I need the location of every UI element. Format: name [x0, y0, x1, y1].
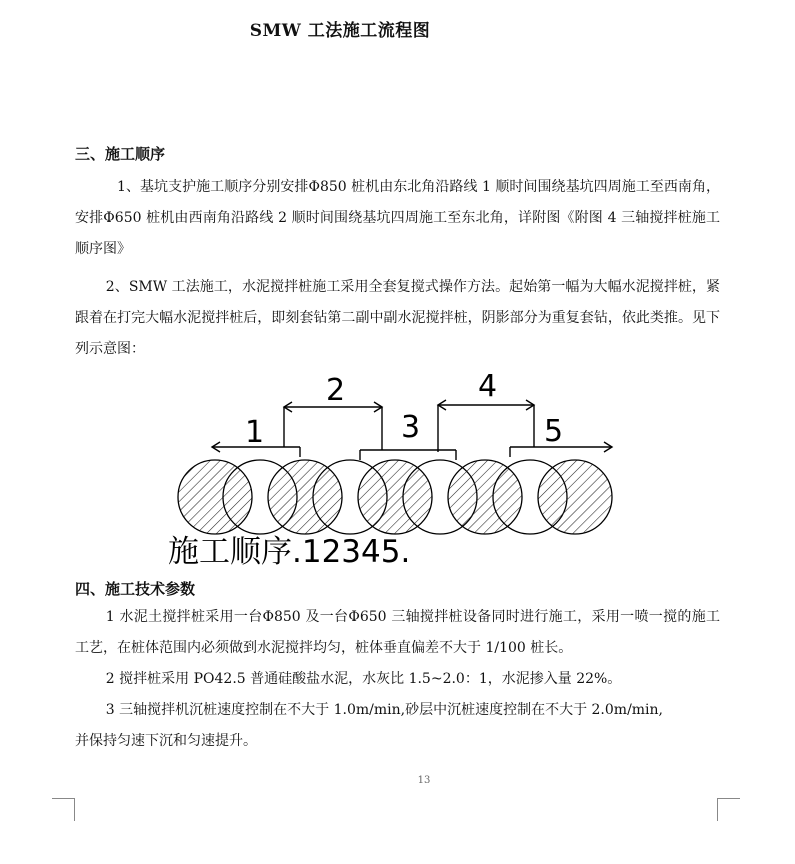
page-corner-mark-right: [717, 798, 740, 821]
page-corner-mark-left: [52, 798, 75, 821]
section-heading-technical-parameters: 四、施工技术参数: [75, 580, 196, 598]
page-number: 13: [417, 775, 431, 786]
document-title: SMW 工法施工流程图: [249, 21, 431, 41]
pile-circle: [448, 460, 522, 534]
pile-circle: [178, 460, 252, 534]
pile-circles: [178, 460, 612, 534]
pile-circle: [358, 460, 432, 534]
arrow-label-1: 1: [245, 415, 265, 450]
paragraph-parameter-1: 1 水泥土搅拌桩采用一台Φ850 及一台Φ650 三轴搅拌桩设备同时进行施工，采用一喷一搅的施工工艺，在桩体范围内必须做到水泥搅拌均匀，桩体垂直偏差不大于 1/100 桩长。: [75, 609, 720, 656]
paragraph-sequence-2: 2、SMW 工法施工，水泥搅拌桩施工采用全套复搅式操作方法。起始第一幅为大幅水泥搅拌桩，紧跟着在打完大幅水泥搅拌桩后，即刻套钻第二副中副水泥搅拌桩，阴影部分为重复套钻，依此类推。见下列示意图：: [75, 279, 720, 357]
arrow-label-2: 2: [326, 373, 346, 408]
paragraph-parameter-2: 2 搅拌桩采用 PO42.5 普通硅酸盐水泥，水灰比 1.5~2.0：1，水泥掺入量 22%。: [105, 671, 622, 687]
diagram-caption: 施工顺序.12345.: [168, 534, 411, 570]
section-heading-construction-sequence: 三、施工顺序: [75, 145, 166, 163]
arrow-label-4: 4: [478, 369, 498, 404]
paragraph-sequence-1: 1、基坑支护施工顺序分别安排Φ850 桩机由东北角沿路线 1 顺时间围绕基坑四周施工至西南角，安排Φ650 桩机由西南角沿路线 2 顺时间围绕基坑四周施工至东北角，详附图《附图 4 三轴搅拌桩施工顺序图》: [75, 179, 720, 257]
arrow-label-3: 3: [401, 410, 421, 445]
paragraph-parameter-3-line-2: 并保持匀速下沉和匀速提升。: [75, 733, 257, 749]
pile-circle: [538, 460, 612, 534]
pile-circle: [268, 460, 342, 534]
paragraph-parameter-3-line-1: 3 三轴搅拌机沉桩速度控制在不大于 1.0m/min,砂层中沉桩速度控制在不大于 2.0m/min,: [105, 702, 664, 718]
arrow-label-5: 5: [544, 414, 564, 449]
overlap-schematic-diagram: [150, 362, 630, 577]
